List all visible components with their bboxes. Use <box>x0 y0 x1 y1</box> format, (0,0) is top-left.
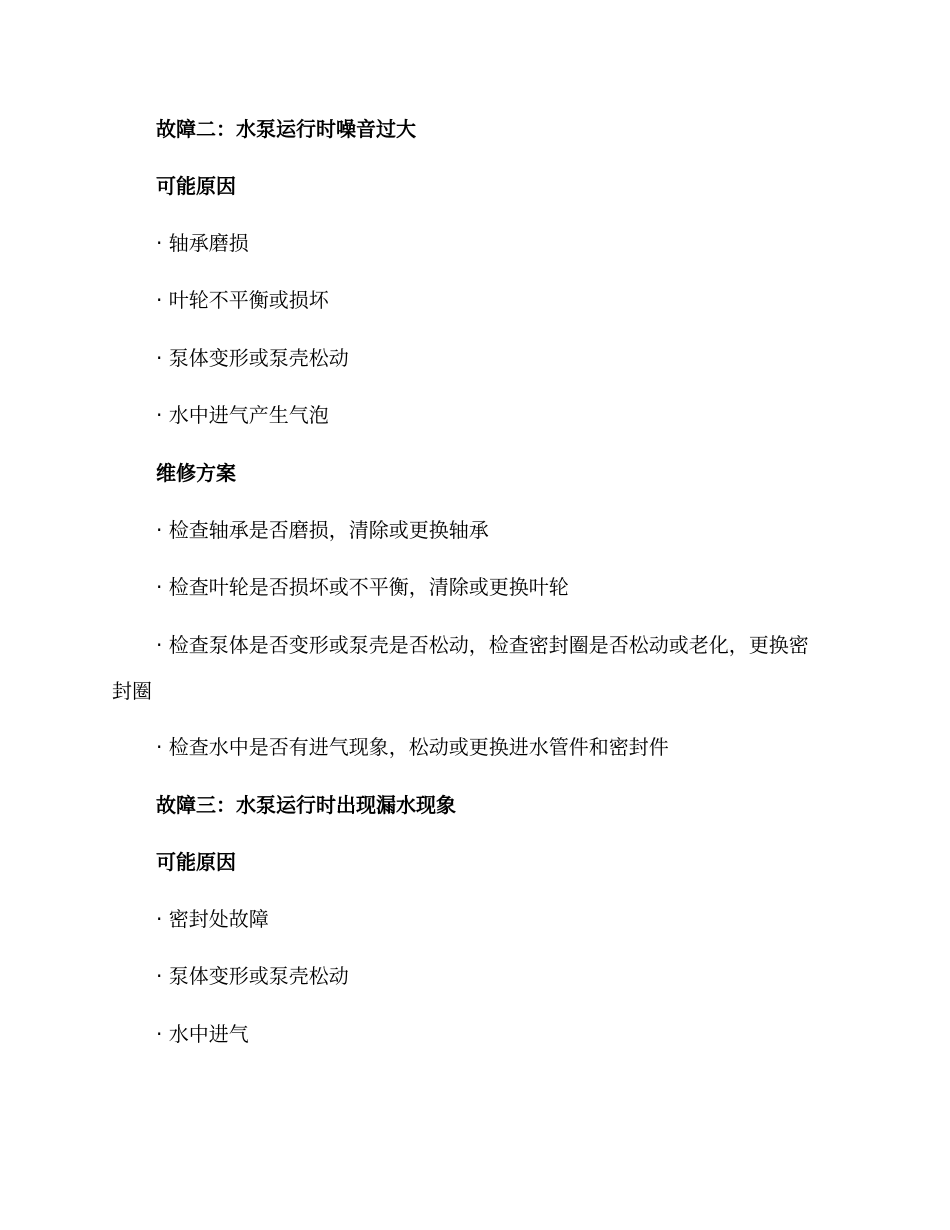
fault-3-cause-item: · 密封处故障 <box>156 907 269 931</box>
fault-2-solutions-heading: 维修方案 <box>156 461 236 485</box>
fault-2-cause-item: · 水中进气产生气泡 <box>156 403 329 427</box>
fault-2-solution-item: · 检查轴承是否磨损，清除或更换轴承 <box>156 518 489 542</box>
fault-2-title: 故障二：水泵运行时噪音过大 <box>156 117 416 141</box>
fault-2-cause-item: · 叶轮不平衡或损坏 <box>156 288 329 312</box>
fault-2-cause-item: · 轴承磨损 <box>156 231 249 255</box>
fault-2-causes-heading: 可能原因 <box>156 174 236 198</box>
fault-3-cause-item: · 水中进气 <box>156 1022 249 1046</box>
fault-2-solution-item: · 检查水中是否有进气现象，松动或更换进水管件和密封件 <box>156 735 669 759</box>
fault-3-causes-heading: 可能原因 <box>156 850 236 874</box>
fault-2-solution-item: · 检查叶轮是否损坏或不平衡，清除或更换叶轮 <box>156 575 569 599</box>
fault-3-cause-item: · 泵体变形或泵壳松动 <box>156 964 349 988</box>
fault-2-cause-item: · 泵体变形或泵壳松动 <box>156 346 349 370</box>
fault-3-title: 故障三：水泵运行时出现漏水现象 <box>156 793 456 817</box>
fault-2-solution-item: · 检查泵体是否变形或泵壳是否松动，检查密封圈是否松动或老化，更换密封圈 <box>112 633 809 703</box>
